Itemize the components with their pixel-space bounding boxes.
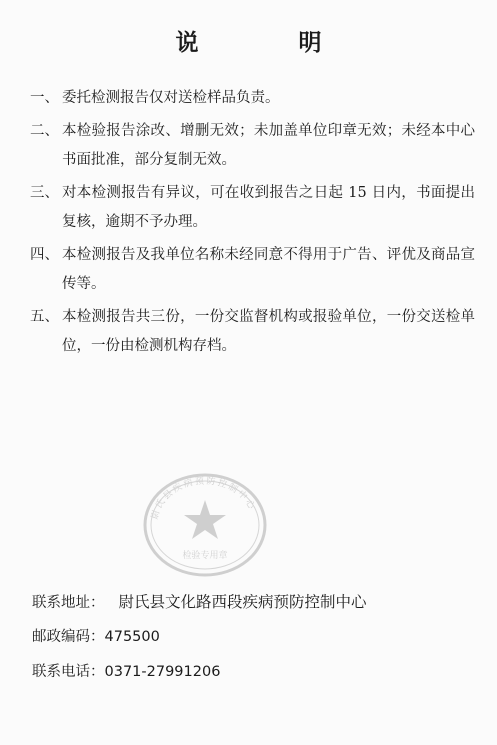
list-item-number: 四、	[30, 247, 59, 263]
contact-address	[32, 592, 367, 613]
list-item	[30, 117, 475, 175]
official-seal	[140, 470, 270, 580]
list-item-number: 三、	[30, 185, 59, 201]
list-item-text: 本检验报告涂改、增删无效；未加盖单位印章无效；未经本中心书面批准，部分复制无效。	[62, 123, 475, 168]
contact-address-value: 尉氏县文化路西段疾病预防控制中心	[118, 593, 367, 611]
list-item-text: 委托检测报告仅对送检样品负责。	[62, 90, 280, 106]
contact-phone	[32, 662, 220, 682]
list-item	[30, 303, 475, 361]
list-item-number: 五、	[30, 309, 59, 325]
seal-text: 尉氏县疾病预防控制中心	[150, 476, 257, 521]
contact-address-label: 联系地址：	[32, 595, 105, 611]
list-item-text: 对本检测报告有异议，可在收到报告之日起 15 日内，书面提出复核，逾期不予办理。	[62, 185, 475, 230]
list-item	[30, 241, 475, 299]
list-item-number: 一、	[30, 90, 59, 106]
seal-subtext: 检验专用章	[182, 551, 228, 561]
contact-postal-label: 邮政编码：	[32, 629, 105, 645]
contact-phone-label: 联系电话：	[32, 664, 105, 680]
page-title: 说 明	[175, 30, 368, 56]
star-icon	[184, 500, 226, 539]
list-item	[30, 179, 475, 237]
contact-phone-value: 0371-27991206	[104, 664, 221, 680]
contact-postal-value: 475500	[104, 629, 160, 645]
list-item	[30, 84, 475, 113]
list-item-number: 二、	[30, 123, 59, 139]
list-item-text: 本检测报告及我单位名称未经同意不得用于广告、评优及商品宣传等。	[62, 247, 475, 292]
list-item-text: 本检测报告共三份，一份交监督机构或报验单位，一份交送检单位，一份由检测机构存档。	[62, 309, 475, 354]
contact-postal-code	[32, 627, 160, 647]
notes-list	[30, 84, 475, 365]
